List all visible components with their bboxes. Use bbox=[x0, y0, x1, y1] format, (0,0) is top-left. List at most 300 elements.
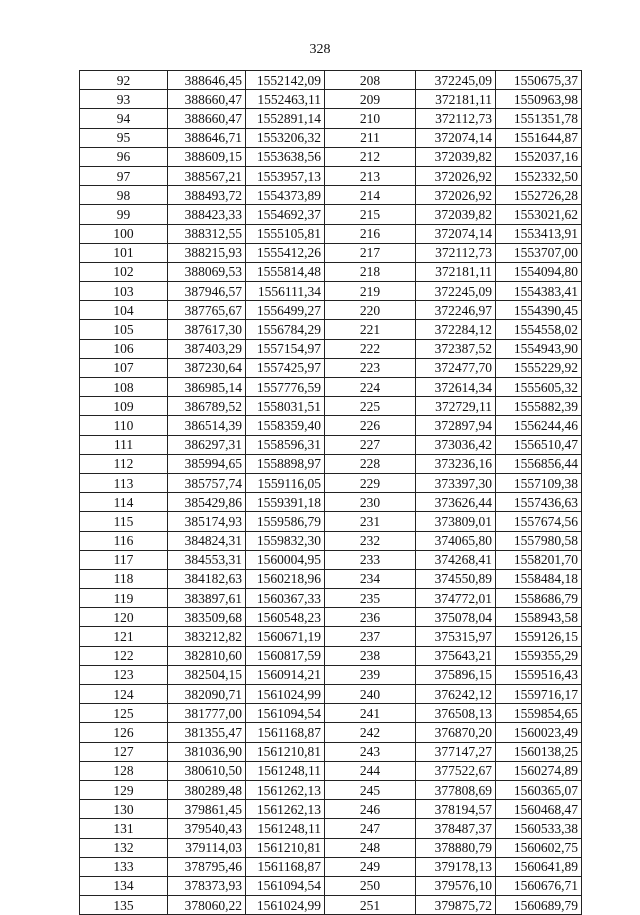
x-coordinate-right: 372614,34 bbox=[416, 378, 496, 397]
point-number-left: 122 bbox=[80, 646, 168, 665]
table-row bbox=[80, 685, 582, 704]
point-number-right: 231 bbox=[325, 512, 416, 531]
x-coordinate-right: 372284,12 bbox=[416, 320, 496, 339]
x-coordinate-right: 372039,82 bbox=[416, 205, 496, 224]
y-coordinate-right: 1558686,79 bbox=[496, 589, 582, 608]
y-coordinate-left: 1561210,81 bbox=[246, 838, 325, 857]
x-coordinate-right: 375643,21 bbox=[416, 646, 496, 665]
table-row bbox=[80, 665, 582, 684]
x-coordinate-right: 377147,27 bbox=[416, 742, 496, 761]
point-number-left: 98 bbox=[80, 186, 168, 205]
y-coordinate-right: 1554094,80 bbox=[496, 262, 582, 281]
table-row bbox=[80, 704, 582, 723]
x-coordinate-right: 372074,14 bbox=[416, 224, 496, 243]
y-coordinate-right: 1552332,50 bbox=[496, 166, 582, 185]
point-number-right: 210 bbox=[325, 109, 416, 128]
y-coordinate-right: 1560676,71 bbox=[496, 876, 582, 895]
point-number-left: 124 bbox=[80, 685, 168, 704]
y-coordinate-right: 1559126,15 bbox=[496, 627, 582, 646]
point-number-left: 112 bbox=[80, 454, 168, 473]
point-number-left: 133 bbox=[80, 857, 168, 876]
x-coordinate-right: 377808,69 bbox=[416, 780, 496, 799]
x-coordinate-left: 380610,50 bbox=[168, 761, 246, 780]
y-coordinate-left: 1560817,59 bbox=[246, 646, 325, 665]
point-number-left: 96 bbox=[80, 147, 168, 166]
x-coordinate-right: 378880,79 bbox=[416, 838, 496, 857]
point-number-right: 239 bbox=[325, 665, 416, 684]
x-coordinate-right: 374065,80 bbox=[416, 531, 496, 550]
y-coordinate-right: 1560468,47 bbox=[496, 800, 582, 819]
x-coordinate-left: 381355,47 bbox=[168, 723, 246, 742]
x-coordinate-right: 376870,20 bbox=[416, 723, 496, 742]
point-number-left: 92 bbox=[80, 71, 168, 90]
x-coordinate-left: 383509,68 bbox=[168, 608, 246, 627]
point-number-left: 95 bbox=[80, 128, 168, 147]
x-coordinate-left: 388660,47 bbox=[168, 109, 246, 128]
table-row bbox=[80, 608, 582, 627]
table-row bbox=[80, 569, 582, 588]
table-row bbox=[80, 301, 582, 320]
y-coordinate-left: 1559391,18 bbox=[246, 493, 325, 512]
table-row bbox=[80, 627, 582, 646]
table-row bbox=[80, 589, 582, 608]
y-coordinate-left: 1552142,09 bbox=[246, 71, 325, 90]
table-row bbox=[80, 742, 582, 761]
point-number-right: 245 bbox=[325, 780, 416, 799]
point-number-right: 236 bbox=[325, 608, 416, 627]
coordinates-table-body bbox=[80, 71, 582, 915]
point-number-right: 223 bbox=[325, 358, 416, 377]
x-coordinate-right: 378194,57 bbox=[416, 800, 496, 819]
x-coordinate-right: 378487,37 bbox=[416, 819, 496, 838]
x-coordinate-right: 373397,30 bbox=[416, 473, 496, 492]
point-number-left: 115 bbox=[80, 512, 168, 531]
x-coordinate-right: 374772,01 bbox=[416, 589, 496, 608]
y-coordinate-right: 1558943,58 bbox=[496, 608, 582, 627]
point-number-left: 130 bbox=[80, 800, 168, 819]
point-number-right: 209 bbox=[325, 90, 416, 109]
table-row bbox=[80, 780, 582, 799]
point-number-left: 129 bbox=[80, 780, 168, 799]
point-number-left: 114 bbox=[80, 493, 168, 512]
coordinates-table bbox=[79, 70, 582, 915]
y-coordinate-left: 1557425,97 bbox=[246, 358, 325, 377]
y-coordinate-left: 1560218,96 bbox=[246, 569, 325, 588]
x-coordinate-right: 375315,97 bbox=[416, 627, 496, 646]
point-number-left: 106 bbox=[80, 339, 168, 358]
y-coordinate-right: 1550963,98 bbox=[496, 90, 582, 109]
y-coordinate-right: 1559854,65 bbox=[496, 704, 582, 723]
table-row bbox=[80, 243, 582, 262]
y-coordinate-left: 1560367,33 bbox=[246, 589, 325, 608]
x-coordinate-left: 388423,33 bbox=[168, 205, 246, 224]
y-coordinate-left: 1561248,11 bbox=[246, 761, 325, 780]
point-number-right: 220 bbox=[325, 301, 416, 320]
y-coordinate-right: 1553413,91 bbox=[496, 224, 582, 243]
point-number-right: 211 bbox=[325, 128, 416, 147]
x-coordinate-right: 373236,16 bbox=[416, 454, 496, 473]
point-number-left: 127 bbox=[80, 742, 168, 761]
y-coordinate-left: 1558359,40 bbox=[246, 416, 325, 435]
point-number-right: 217 bbox=[325, 243, 416, 262]
table-row bbox=[80, 339, 582, 358]
y-coordinate-left: 1561248,11 bbox=[246, 819, 325, 838]
point-number-right: 248 bbox=[325, 838, 416, 857]
y-coordinate-left: 1560914,21 bbox=[246, 665, 325, 684]
y-coordinate-right: 1560138,25 bbox=[496, 742, 582, 761]
point-number-right: 238 bbox=[325, 646, 416, 665]
point-number-left: 101 bbox=[80, 243, 168, 262]
y-coordinate-left: 1556784,29 bbox=[246, 320, 325, 339]
x-coordinate-right: 372245,09 bbox=[416, 71, 496, 90]
x-coordinate-right: 374268,41 bbox=[416, 550, 496, 569]
point-number-left: 108 bbox=[80, 378, 168, 397]
point-number-left: 100 bbox=[80, 224, 168, 243]
x-coordinate-left: 385757,74 bbox=[168, 473, 246, 492]
y-coordinate-left: 1556111,34 bbox=[246, 282, 325, 301]
x-coordinate-left: 382090,71 bbox=[168, 685, 246, 704]
table-row bbox=[80, 147, 582, 166]
point-number-right: 221 bbox=[325, 320, 416, 339]
y-coordinate-left: 1552891,14 bbox=[246, 109, 325, 128]
y-coordinate-right: 1553021,62 bbox=[496, 205, 582, 224]
point-number-left: 132 bbox=[80, 838, 168, 857]
point-number-left: 110 bbox=[80, 416, 168, 435]
y-coordinate-right: 1551644,87 bbox=[496, 128, 582, 147]
y-coordinate-left: 1554692,37 bbox=[246, 205, 325, 224]
x-coordinate-right: 372245,09 bbox=[416, 282, 496, 301]
table-row bbox=[80, 435, 582, 454]
point-number-right: 227 bbox=[325, 435, 416, 454]
y-coordinate-right: 1553707,00 bbox=[496, 243, 582, 262]
x-coordinate-left: 379540,43 bbox=[168, 819, 246, 838]
y-coordinate-left: 1557154,97 bbox=[246, 339, 325, 358]
x-coordinate-right: 379576,10 bbox=[416, 876, 496, 895]
point-number-left: 128 bbox=[80, 761, 168, 780]
y-coordinate-left: 1560004,95 bbox=[246, 550, 325, 569]
y-coordinate-right: 1556856,44 bbox=[496, 454, 582, 473]
x-coordinate-left: 384182,63 bbox=[168, 569, 246, 588]
point-number-left: 121 bbox=[80, 627, 168, 646]
point-number-right: 247 bbox=[325, 819, 416, 838]
x-coordinate-right: 372112,73 bbox=[416, 243, 496, 262]
x-coordinate-left: 387230,64 bbox=[168, 358, 246, 377]
x-coordinate-right: 379875,72 bbox=[416, 896, 496, 915]
table-row bbox=[80, 358, 582, 377]
point-number-left: 134 bbox=[80, 876, 168, 895]
point-number-right: 241 bbox=[325, 704, 416, 723]
y-coordinate-left: 1559586,79 bbox=[246, 512, 325, 531]
table-row bbox=[80, 282, 582, 301]
x-coordinate-left: 388646,45 bbox=[168, 71, 246, 90]
x-coordinate-left: 386297,31 bbox=[168, 435, 246, 454]
x-coordinate-right: 372026,92 bbox=[416, 186, 496, 205]
y-coordinate-left: 1553638,56 bbox=[246, 147, 325, 166]
point-number-right: 212 bbox=[325, 147, 416, 166]
point-number-left: 111 bbox=[80, 435, 168, 454]
y-coordinate-right: 1560641,89 bbox=[496, 857, 582, 876]
y-coordinate-left: 1561210,81 bbox=[246, 742, 325, 761]
y-coordinate-right: 1550675,37 bbox=[496, 71, 582, 90]
table-row bbox=[80, 320, 582, 339]
point-number-left: 103 bbox=[80, 282, 168, 301]
x-coordinate-left: 388660,47 bbox=[168, 90, 246, 109]
y-coordinate-left: 1560548,23 bbox=[246, 608, 325, 627]
x-coordinate-right: 374550,89 bbox=[416, 569, 496, 588]
x-coordinate-right: 372477,70 bbox=[416, 358, 496, 377]
y-coordinate-left: 1554373,89 bbox=[246, 186, 325, 205]
table-row bbox=[80, 166, 582, 185]
x-coordinate-right: 379178,13 bbox=[416, 857, 496, 876]
y-coordinate-left: 1552463,11 bbox=[246, 90, 325, 109]
table-row bbox=[80, 838, 582, 857]
table-row bbox=[80, 186, 582, 205]
point-number-left: 117 bbox=[80, 550, 168, 569]
x-coordinate-right: 372112,73 bbox=[416, 109, 496, 128]
x-coordinate-left: 381777,00 bbox=[168, 704, 246, 723]
point-number-right: 218 bbox=[325, 262, 416, 281]
x-coordinate-left: 378795,46 bbox=[168, 857, 246, 876]
x-coordinate-right: 377522,67 bbox=[416, 761, 496, 780]
table-row bbox=[80, 512, 582, 531]
point-number-right: 228 bbox=[325, 454, 416, 473]
point-number-right: 244 bbox=[325, 761, 416, 780]
x-coordinate-left: 388493,72 bbox=[168, 186, 246, 205]
table-row bbox=[80, 896, 582, 915]
point-number-right: 222 bbox=[325, 339, 416, 358]
y-coordinate-right: 1559716,17 bbox=[496, 685, 582, 704]
y-coordinate-left: 1561094,54 bbox=[246, 876, 325, 895]
point-number-right: 214 bbox=[325, 186, 416, 205]
table-row bbox=[80, 646, 582, 665]
table-row bbox=[80, 262, 582, 281]
point-number-right: 224 bbox=[325, 378, 416, 397]
point-number-right: 237 bbox=[325, 627, 416, 646]
y-coordinate-left: 1556499,27 bbox=[246, 301, 325, 320]
x-coordinate-left: 382504,15 bbox=[168, 665, 246, 684]
point-number-right: 249 bbox=[325, 857, 416, 876]
point-number-left: 97 bbox=[80, 166, 168, 185]
point-number-left: 104 bbox=[80, 301, 168, 320]
table-row bbox=[80, 416, 582, 435]
point-number-right: 251 bbox=[325, 896, 416, 915]
y-coordinate-right: 1552037,16 bbox=[496, 147, 582, 166]
point-number-left: 105 bbox=[80, 320, 168, 339]
point-number-left: 126 bbox=[80, 723, 168, 742]
point-number-right: 215 bbox=[325, 205, 416, 224]
point-number-left: 125 bbox=[80, 704, 168, 723]
table-row bbox=[80, 761, 582, 780]
x-coordinate-left: 386985,14 bbox=[168, 378, 246, 397]
x-coordinate-right: 373809,01 bbox=[416, 512, 496, 531]
x-coordinate-left: 383897,61 bbox=[168, 589, 246, 608]
x-coordinate-right: 372729,11 bbox=[416, 397, 496, 416]
point-number-right: 216 bbox=[325, 224, 416, 243]
x-coordinate-right: 376508,13 bbox=[416, 704, 496, 723]
x-coordinate-left: 388069,53 bbox=[168, 262, 246, 281]
point-number-right: 240 bbox=[325, 685, 416, 704]
x-coordinate-left: 388312,55 bbox=[168, 224, 246, 243]
x-coordinate-right: 373036,42 bbox=[416, 435, 496, 454]
x-coordinate-left: 380289,48 bbox=[168, 780, 246, 799]
table-row bbox=[80, 800, 582, 819]
x-coordinate-left: 384824,31 bbox=[168, 531, 246, 550]
y-coordinate-right: 1557109,38 bbox=[496, 473, 582, 492]
x-coordinate-left: 386789,52 bbox=[168, 397, 246, 416]
x-coordinate-left: 382810,60 bbox=[168, 646, 246, 665]
table-row bbox=[80, 71, 582, 90]
x-coordinate-right: 372181,11 bbox=[416, 90, 496, 109]
y-coordinate-left: 1553206,32 bbox=[246, 128, 325, 147]
x-coordinate-left: 379861,45 bbox=[168, 800, 246, 819]
page-number: 328 bbox=[309, 42, 331, 57]
point-number-right: 235 bbox=[325, 589, 416, 608]
point-number-right: 230 bbox=[325, 493, 416, 512]
x-coordinate-left: 385994,65 bbox=[168, 454, 246, 473]
point-number-right: 243 bbox=[325, 742, 416, 761]
point-number-right: 219 bbox=[325, 282, 416, 301]
y-coordinate-right: 1560365,07 bbox=[496, 780, 582, 799]
point-number-left: 116 bbox=[80, 531, 168, 550]
x-coordinate-right: 372897,94 bbox=[416, 416, 496, 435]
point-number-left: 120 bbox=[80, 608, 168, 627]
point-number-left: 119 bbox=[80, 589, 168, 608]
point-number-left: 118 bbox=[80, 569, 168, 588]
y-coordinate-left: 1561262,13 bbox=[246, 800, 325, 819]
point-number-right: 226 bbox=[325, 416, 416, 435]
point-number-right: 208 bbox=[325, 71, 416, 90]
point-number-right: 225 bbox=[325, 397, 416, 416]
x-coordinate-right: 375078,04 bbox=[416, 608, 496, 627]
table-row bbox=[80, 550, 582, 569]
table-row bbox=[80, 205, 582, 224]
point-number-left: 113 bbox=[80, 473, 168, 492]
point-number-right: 229 bbox=[325, 473, 416, 492]
x-coordinate-left: 388609,15 bbox=[168, 147, 246, 166]
y-coordinate-left: 1555814,48 bbox=[246, 262, 325, 281]
point-number-left: 94 bbox=[80, 109, 168, 128]
table-row bbox=[80, 109, 582, 128]
table-row bbox=[80, 90, 582, 109]
y-coordinate-right: 1554383,41 bbox=[496, 282, 582, 301]
x-coordinate-left: 381036,90 bbox=[168, 742, 246, 761]
x-coordinate-right: 372246,97 bbox=[416, 301, 496, 320]
x-coordinate-left: 378373,93 bbox=[168, 876, 246, 895]
point-number-right: 233 bbox=[325, 550, 416, 569]
y-coordinate-right: 1554390,45 bbox=[496, 301, 582, 320]
table-row bbox=[80, 128, 582, 147]
x-coordinate-right: 375896,15 bbox=[416, 665, 496, 684]
point-number-left: 99 bbox=[80, 205, 168, 224]
y-coordinate-left: 1558898,97 bbox=[246, 454, 325, 473]
table-row bbox=[80, 531, 582, 550]
x-coordinate-left: 379114,03 bbox=[168, 838, 246, 857]
y-coordinate-right: 1559355,29 bbox=[496, 646, 582, 665]
y-coordinate-right: 1551351,78 bbox=[496, 109, 582, 128]
point-number-right: 242 bbox=[325, 723, 416, 742]
y-coordinate-right: 1560533,38 bbox=[496, 819, 582, 838]
x-coordinate-left: 388646,71 bbox=[168, 128, 246, 147]
y-coordinate-right: 1560023,49 bbox=[496, 723, 582, 742]
table-row bbox=[80, 473, 582, 492]
y-coordinate-left: 1559832,30 bbox=[246, 531, 325, 550]
y-coordinate-right: 1555229,92 bbox=[496, 358, 582, 377]
point-number-right: 232 bbox=[325, 531, 416, 550]
x-coordinate-left: 387403,29 bbox=[168, 339, 246, 358]
table-row bbox=[80, 857, 582, 876]
point-number-left: 102 bbox=[80, 262, 168, 281]
y-coordinate-left: 1558031,51 bbox=[246, 397, 325, 416]
y-coordinate-right: 1557674,56 bbox=[496, 512, 582, 531]
x-coordinate-right: 372026,92 bbox=[416, 166, 496, 185]
x-coordinate-left: 387765,67 bbox=[168, 301, 246, 320]
table-row bbox=[80, 876, 582, 895]
y-coordinate-right: 1560602,75 bbox=[496, 838, 582, 857]
y-coordinate-right: 1557980,58 bbox=[496, 531, 582, 550]
table-row bbox=[80, 454, 582, 473]
y-coordinate-right: 1555882,39 bbox=[496, 397, 582, 416]
y-coordinate-left: 1561168,87 bbox=[246, 723, 325, 742]
table-row bbox=[80, 397, 582, 416]
table-row bbox=[80, 224, 582, 243]
y-coordinate-right: 1556510,47 bbox=[496, 435, 582, 454]
y-coordinate-left: 1560671,19 bbox=[246, 627, 325, 646]
y-coordinate-right: 1555605,32 bbox=[496, 378, 582, 397]
x-coordinate-right: 372039,82 bbox=[416, 147, 496, 166]
x-coordinate-left: 383212,82 bbox=[168, 627, 246, 646]
x-coordinate-right: 372387,52 bbox=[416, 339, 496, 358]
y-coordinate-left: 1559116,05 bbox=[246, 473, 325, 492]
y-coordinate-left: 1561168,87 bbox=[246, 857, 325, 876]
table-row bbox=[80, 493, 582, 512]
x-coordinate-left: 387946,57 bbox=[168, 282, 246, 301]
point-number-right: 213 bbox=[325, 166, 416, 185]
point-number-right: 246 bbox=[325, 800, 416, 819]
y-coordinate-left: 1561024,99 bbox=[246, 685, 325, 704]
point-number-right: 234 bbox=[325, 569, 416, 588]
point-number-left: 123 bbox=[80, 665, 168, 684]
y-coordinate-left: 1555412,26 bbox=[246, 243, 325, 262]
x-coordinate-left: 387617,30 bbox=[168, 320, 246, 339]
y-coordinate-right: 1556244,46 bbox=[496, 416, 582, 435]
y-coordinate-right: 1554558,02 bbox=[496, 320, 582, 339]
y-coordinate-right: 1558201,70 bbox=[496, 550, 582, 569]
y-coordinate-left: 1561262,13 bbox=[246, 780, 325, 799]
x-coordinate-left: 386514,39 bbox=[168, 416, 246, 435]
x-coordinate-left: 384553,31 bbox=[168, 550, 246, 569]
point-number-left: 135 bbox=[80, 896, 168, 915]
point-number-right: 250 bbox=[325, 876, 416, 895]
y-coordinate-left: 1561094,54 bbox=[246, 704, 325, 723]
y-coordinate-left: 1558596,31 bbox=[246, 435, 325, 454]
y-coordinate-right: 1558484,18 bbox=[496, 569, 582, 588]
y-coordinate-right: 1559516,43 bbox=[496, 665, 582, 684]
y-coordinate-left: 1553957,13 bbox=[246, 166, 325, 185]
y-coordinate-right: 1552726,28 bbox=[496, 186, 582, 205]
y-coordinate-left: 1561024,99 bbox=[246, 896, 325, 915]
table-row bbox=[80, 723, 582, 742]
y-coordinate-left: 1555105,81 bbox=[246, 224, 325, 243]
y-coordinate-right: 1560274,89 bbox=[496, 761, 582, 780]
point-number-left: 107 bbox=[80, 358, 168, 377]
x-coordinate-left: 385174,93 bbox=[168, 512, 246, 531]
y-coordinate-right: 1554943,90 bbox=[496, 339, 582, 358]
table-row bbox=[80, 819, 582, 838]
table-row bbox=[80, 378, 582, 397]
x-coordinate-right: 376242,12 bbox=[416, 685, 496, 704]
y-coordinate-left: 1557776,59 bbox=[246, 378, 325, 397]
point-number-left: 93 bbox=[80, 90, 168, 109]
